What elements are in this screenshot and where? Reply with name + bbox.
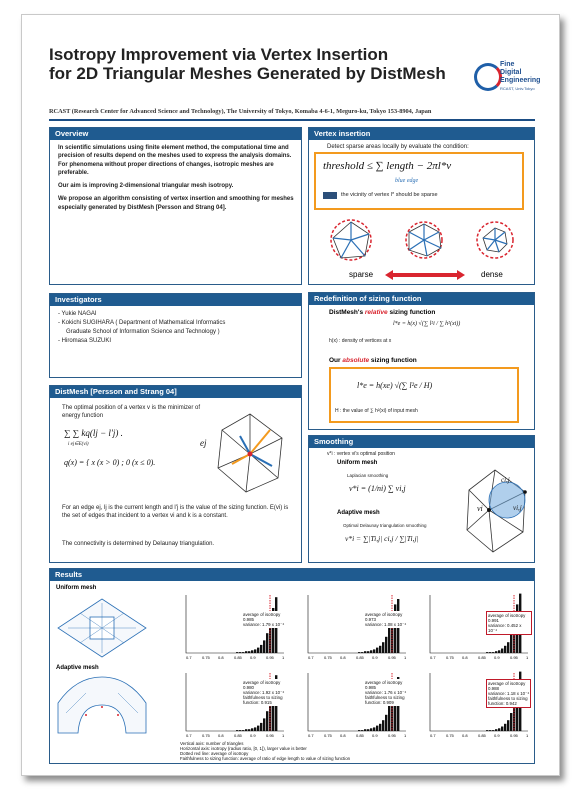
smoothing-heading: Smoothing — [309, 436, 534, 448]
x-tick-label: 1 — [404, 733, 407, 738]
vi-label: vi — [477, 504, 483, 513]
distmesh-panel — [49, 385, 302, 563]
histogram-bar — [507, 720, 509, 731]
histogram-bar — [486, 730, 488, 731]
histogram-bar — [382, 642, 384, 653]
histogram-bar — [510, 713, 512, 731]
results-panel — [49, 568, 535, 764]
x-tick-label: 0.95 — [510, 733, 518, 738]
histogram-bar — [364, 651, 366, 653]
edge-label: ej — [200, 438, 207, 448]
legend-line: average of isotropy — [365, 680, 403, 685]
logo-text: Fine Digital Engineering RCAST, Univ.Tokyo — [500, 61, 541, 91]
histogram-bar — [245, 729, 247, 731]
x-tick-label: 0.9 — [494, 733, 500, 738]
legend-line: function: 0.942 — [488, 701, 517, 706]
histogram-bar — [236, 652, 238, 653]
legend-line: average of isotropy — [488, 613, 526, 618]
x-tick-label: 0.7 — [186, 655, 192, 660]
results-notes: Vertical axis: number of triangles Horizontal axis: isotropy (radius ratio, [0, 1]), larger value is better Dotted red line: average of isotropy Faithfulness to sizing function: average of ratio of edge length to value of sizing function — [180, 741, 351, 761]
laplacian-equation: v*i = (1/ni) ∑ vi,j — [349, 484, 406, 493]
histogram-bar — [266, 711, 268, 731]
overview-panel — [49, 127, 302, 285]
overview-para-1: In scientific simulations using finite element method, the computational time and precision of results depend on the meshes used to express the analysis domains. For phenomena without proper directions of changes, isotropic meshes are preferable. — [58, 145, 292, 176]
poster-title — [49, 45, 446, 83]
histogram-bar — [236, 730, 238, 731]
energy-equation: ∑ ∑ kq(lj − l'j) . — [64, 428, 123, 438]
histogram-bar — [510, 635, 512, 653]
dense-mesh-icon — [477, 222, 513, 258]
x-tick-label: 0.85 — [478, 655, 486, 660]
histogram-bar — [370, 728, 372, 731]
histogram-bar — [501, 649, 503, 654]
odt-label: Optimal Delaunay triangulation smoothing — [343, 523, 427, 528]
x-tick-label: 0.8 — [218, 655, 224, 660]
title-rule — [49, 119, 535, 121]
histogram-bar — [492, 730, 494, 731]
histogram-bar — [379, 724, 381, 731]
absolute-equation: l*e = h(xe) √(∑ l²e / H) — [357, 381, 433, 390]
H-definition: H : the value of ∑ h²(xi) of input mesh — [335, 408, 418, 414]
results-uniform-label: Uniform mesh — [56, 585, 97, 591]
q-equation: q(x) = { x (x > 0) ; 0 (x ≤ 0). — [64, 458, 156, 467]
x-tick-label: 0.8 — [340, 733, 346, 738]
x-tick-label: 1 — [404, 655, 407, 660]
histogram-bar — [257, 648, 259, 653]
histogram-legend — [364, 679, 407, 706]
legend-line: 0.985 — [243, 617, 254, 622]
dense-label: dense — [481, 270, 503, 279]
histogram-bar — [370, 650, 372, 653]
legend-line: 0.991 — [488, 618, 499, 623]
histogram-bar — [361, 730, 363, 731]
histogram-bar — [507, 642, 509, 653]
smoothing-intro: v*i : vertex vi's optimal position — [327, 451, 395, 457]
histogram-legend — [242, 611, 285, 628]
legend-line: 0.988 — [488, 686, 499, 691]
histogram-legend — [486, 679, 531, 708]
distmesh-intro: The optimal position of a vertex v is the minimizer of energy function — [62, 405, 201, 420]
x-tick-label: 0.9 — [250, 655, 256, 660]
x-tick-label: 1 — [282, 655, 285, 660]
histogram-bar — [245, 651, 247, 653]
histogram-legend — [364, 611, 407, 628]
legend-line: variance: 1.08 x 10⁻⁴ — [365, 622, 407, 627]
histogram-bar — [358, 652, 360, 653]
vertex-insertion-panel — [308, 127, 535, 285]
x-tick-label: 0.7 — [186, 733, 192, 738]
histogram-bar — [260, 645, 262, 653]
histogram-3 — [424, 591, 532, 668]
x-tick-label: 0.7 — [308, 655, 314, 660]
overview-para-2: Our aim is improving 2-dimensional triangular mesh isotropy. — [58, 183, 234, 190]
histogram-bar — [385, 715, 387, 731]
investigator-3: - Hiromasa SUZUKI — [58, 338, 112, 344]
absolute-title: Our absolute sizing function — [329, 357, 417, 364]
legend-line: variance: 1.92 x 10⁻⁴ — [243, 690, 285, 695]
affiliation: RCAST (Research Center for Advanced Science and Technology), The University of Tokyo, Komaba 4-6-1, Meguro-ku, Tokyo 153-8904, Japan — [49, 108, 432, 115]
histogram-bar — [361, 652, 363, 653]
x-tick-label: 0.95 — [388, 733, 396, 738]
sizing-panel — [308, 292, 535, 430]
histogram-bar — [239, 730, 241, 731]
uniform-mesh-icon — [58, 599, 146, 657]
x-tick-label: 0.95 — [510, 655, 518, 660]
histogram-bar — [248, 729, 250, 731]
x-tick-label: 0.95 — [266, 655, 274, 660]
histogram-bar — [248, 651, 250, 653]
histogram-bar — [254, 727, 256, 731]
histogram-bar — [266, 633, 268, 653]
title-line-1: Isotropy Improvement via Vertex Insertion — [49, 45, 389, 64]
x-tick-label: 0.9 — [250, 733, 256, 738]
x-tick-label: 0.75 — [324, 733, 332, 738]
legend-line: variance: 1.18 x 10⁻⁴ — [488, 691, 530, 696]
adaptive-label: Adaptive mesh — [337, 510, 380, 516]
histogram-bar — [239, 652, 241, 653]
legend-line: faithfulness to sizing — [488, 696, 528, 701]
legend-line: faithfulness to sizing — [243, 695, 283, 700]
x-tick-label: 0.8 — [218, 733, 224, 738]
fde-logo — [474, 61, 541, 101]
legend-line: average of isotropy — [243, 612, 281, 617]
histogram-bar — [492, 652, 494, 653]
uniform-label: Uniform mesh — [337, 460, 378, 466]
histogram-bar — [504, 646, 506, 653]
x-tick-label: 0.7 — [430, 733, 436, 738]
legend-line: variance: 0.452 x 10⁻⁴ — [488, 623, 522, 633]
x-tick-label: 0.75 — [202, 733, 210, 738]
logo-mark-icon — [474, 63, 502, 91]
histogram-bar — [251, 650, 253, 653]
x-tick-label: 0.85 — [234, 655, 242, 660]
distmesh-heading: DistMesh [Persson and Strang 04] — [50, 386, 301, 398]
results-heading: Results — [50, 569, 534, 581]
histogram-bar — [257, 726, 259, 731]
histogram-bar — [358, 730, 360, 731]
relative-equation: l*e = h(x) √(∑ l²i / ∑ h²(xi)) — [393, 321, 461, 327]
histogram-bar — [373, 727, 375, 731]
legend-line: function: 0.909 — [365, 700, 394, 705]
histogram-bar — [489, 652, 491, 653]
histogram-bar — [498, 650, 500, 653]
double-arrow-icon — [385, 270, 465, 280]
relative-title: DistMesh's relative sizing function — [329, 309, 436, 316]
sizing-heading: Redefinition of sizing function — [309, 293, 534, 305]
investigators-panel — [49, 293, 302, 378]
odt-equation: v*i = ∑|Ti,j| ci,j / ∑|Ti,j| — [345, 534, 419, 543]
histogram-1 — [180, 591, 288, 668]
histogram-4 — [180, 669, 288, 746]
histogram-bar — [254, 649, 256, 653]
x-tick-label: 0.85 — [356, 655, 364, 660]
legend-line: variance: 1.79 x 10⁻⁴ — [243, 622, 285, 627]
vij-label: vi,j — [513, 504, 522, 512]
x-tick-label: 0.9 — [372, 733, 378, 738]
legend-line: average of isotropy — [365, 612, 403, 617]
overview-para-3: We propose an algorithm consisting of vertex insertion and smoothing for meshes especially generated by DistMesh [Persson and Strang 04]. — [58, 196, 294, 211]
results-adaptive-label: Adaptive mesh — [56, 665, 99, 671]
energy-equation-sub: i ej∈E(vi) — [68, 442, 89, 447]
x-tick-label: 0.85 — [356, 733, 364, 738]
h-definition: h(x) : density of vertices at x — [329, 338, 392, 344]
x-tick-label: 0.75 — [446, 655, 454, 660]
x-tick-label: 0.85 — [234, 733, 242, 738]
distmesh-body: For an edge ej, lj is the current length and l'j is the value of the sizing function. E(vi) is the set of edges that incident to a vertex vi and k is a constant. — [62, 505, 289, 520]
arrow-icon — [323, 192, 337, 199]
x-tick-label: 0.9 — [494, 655, 500, 660]
uniform-mesh-image — [56, 597, 148, 659]
histogram-legend — [486, 611, 532, 635]
histogram-bar — [486, 652, 488, 653]
histogram-bar — [376, 726, 378, 731]
x-tick-label: 1 — [282, 733, 285, 738]
smoothing-panel — [308, 435, 535, 563]
histogram-bar — [260, 723, 262, 731]
histogram-bar — [388, 706, 390, 731]
distmesh-force-diagram — [210, 408, 292, 498]
investigators-heading: Investigators — [50, 294, 301, 306]
investigator-2: - Kokichi SUGIHARA ( Department of Mathematical Informatics — [58, 320, 226, 326]
adaptive-mesh-icon — [58, 677, 146, 733]
histogram-5 — [302, 669, 410, 746]
investigator-2-dept: Graduate School of Information Science and Technology ) — [66, 329, 220, 335]
laplacian-label: Laplacian smoothing — [347, 473, 389, 478]
histogram-bar — [382, 720, 384, 731]
legend-line: 0.980 — [243, 685, 254, 690]
legend-line: average of isotropy — [488, 681, 526, 686]
histogram-bar — [385, 637, 387, 653]
medium-mesh-icon — [406, 222, 442, 258]
x-tick-label: 0.85 — [478, 733, 486, 738]
histogram-bar — [364, 729, 366, 731]
mesh-star-icon — [218, 414, 282, 492]
x-tick-label: 0.8 — [462, 733, 468, 738]
sparse-mesh-icon — [331, 220, 371, 260]
legend-line: faithfulness to sizing — [365, 695, 405, 700]
histogram-6 — [424, 669, 532, 746]
x-tick-label: 0.8 — [462, 655, 468, 660]
sparse-label: sparse — [349, 270, 374, 279]
histogram-legend — [242, 679, 285, 706]
histogram-bar — [242, 730, 244, 731]
histogram-bar — [367, 729, 369, 731]
smoothing-diagram — [459, 466, 531, 558]
histogram-bar — [263, 718, 265, 731]
histogram-bar — [251, 728, 253, 731]
x-tick-label: 0.75 — [202, 655, 210, 660]
histogram-bar — [379, 646, 381, 653]
histogram-bar — [242, 652, 244, 653]
histogram-2 — [302, 591, 410, 668]
legend-line: 0.973 — [365, 617, 376, 622]
overview-heading: Overview — [50, 128, 301, 140]
investigator-1: - Yukie NAGAI — [58, 311, 97, 317]
legend-line: 0.985 — [365, 685, 376, 690]
histogram-bar — [501, 727, 503, 732]
x-tick-label: 0.7 — [308, 733, 314, 738]
threshold-formula: threshold ≤ ∑ length − 2πl*v — [323, 160, 452, 172]
histogram-bar — [495, 651, 497, 653]
histogram-bar — [388, 628, 390, 653]
histogram-bar — [489, 730, 491, 731]
x-tick-label: 0.8 — [340, 655, 346, 660]
vertex-insertion-intro: Detect sparse areas locally by evaluate the condition: — [327, 144, 469, 150]
x-tick-label: 1 — [526, 655, 529, 660]
x-tick-label: 1 — [526, 733, 529, 738]
x-tick-label: 0.95 — [266, 733, 274, 738]
histogram-bar — [263, 640, 265, 653]
x-tick-label: 0.95 — [388, 655, 396, 660]
c-label: ci,j — [501, 476, 510, 484]
x-tick-label: 0.7 — [430, 655, 436, 660]
threshold-note: the vicinity of vertex l* should be sparse — [341, 192, 438, 198]
histogram-bar — [495, 729, 497, 731]
vertex-insertion-heading: Vertex insertion — [309, 128, 534, 140]
histogram-bar — [373, 649, 375, 653]
threshold-formula-sub: blue edge — [395, 178, 419, 184]
legend-line: variance: 1.76 x 10⁻⁴ — [365, 690, 407, 695]
poster — [21, 14, 560, 776]
x-tick-label: 0.75 — [324, 655, 332, 660]
histogram-bar — [376, 648, 378, 653]
legend-line: average of isotropy — [243, 680, 281, 685]
legend-line: function: 0.915 — [243, 700, 272, 705]
sparse-dense-illustration — [329, 218, 519, 266]
histogram-bar — [498, 728, 500, 731]
x-tick-label: 0.9 — [372, 655, 378, 660]
adaptive-mesh-image — [56, 673, 148, 737]
histogram-bar — [504, 724, 506, 731]
histogram-bar — [367, 651, 369, 653]
x-tick-label: 0.75 — [446, 733, 454, 738]
title-line-2: for 2D Triangular Meshes Generated by DistMesh — [49, 64, 446, 83]
distmesh-connectivity: The connectivity is determined by Delaunay triangulation. — [62, 541, 215, 547]
